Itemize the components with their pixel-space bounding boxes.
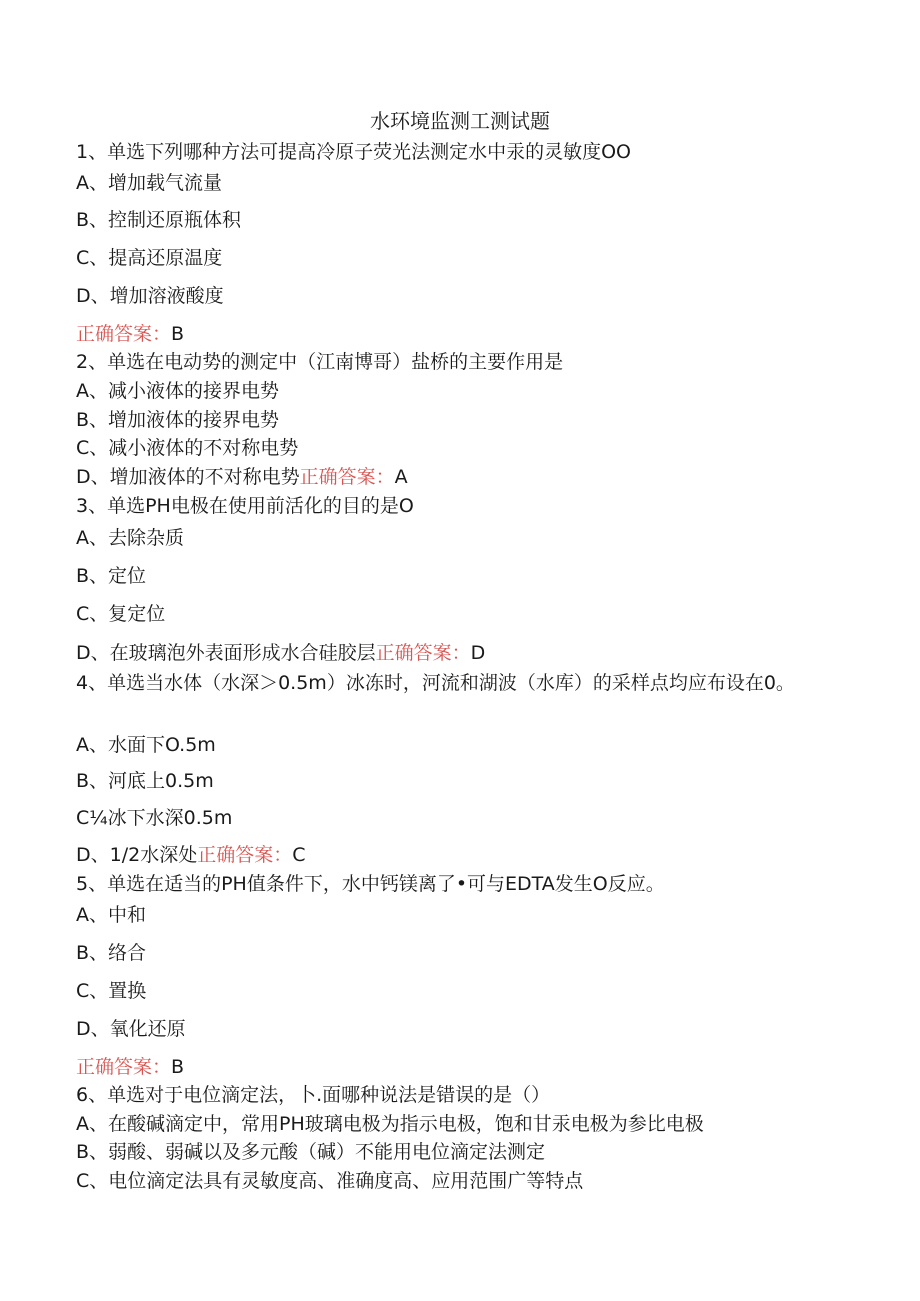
q1-option-c: C、提高还原温度 [76, 247, 223, 269]
answer-label: 正确答案： [375, 642, 471, 664]
q3-option-c: C、复定位 [76, 603, 166, 625]
answer-label: 正确答案： [197, 844, 293, 866]
q3-stem: 3、单选PH电极在使用前活化的目的是O [76, 495, 414, 517]
q4-option-b: B、河底上0.5m [76, 770, 214, 792]
q5-option-a: A、中和 [76, 904, 146, 926]
q6-stem: 6、单选对于电位滴定法，卜.面哪种说法是错误的是（） [76, 1084, 551, 1106]
q2-option-d-with-answer [76, 464, 408, 490]
q1-option-b: B、控制还原瓶体积 [76, 209, 242, 231]
q5-option-b: B、络合 [76, 942, 147, 964]
answer-label: 正确答案： [76, 323, 172, 345]
q1-option-a: A、增加载气流量 [76, 172, 222, 194]
document-title: 水环境监测工测试题 [370, 109, 550, 133]
answer-label: 正确答案： [76, 1056, 172, 1078]
q6-option-b: B、弱酸、弱碱以及多元酸（碱）不能用电位滴定法测定 [76, 1141, 546, 1163]
q4-option-c: C¼冰下水深0.5m [76, 807, 233, 829]
q5-option-c: C、置换 [76, 980, 147, 1002]
answer-value: B [171, 1056, 185, 1078]
q4-option-d: D、1/2水深处 [76, 844, 198, 866]
q1-answer [76, 321, 184, 347]
q5-stem: 5、单选在适当的PH值条件下，水中钙镁离了•可与EDTA发生O反应。 [76, 873, 665, 895]
q5-option-d: D、氧化还原 [76, 1018, 186, 1040]
answer-value: C [292, 844, 306, 866]
q1-stem: 1、单选下列哪种方法可提高冷原子荧光法测定水中汞的灵敏度OO [76, 141, 632, 163]
q1-option-d: D、增加溶液酸度 [76, 285, 224, 307]
q2-option-a: A、减小液体的接界电势 [76, 380, 279, 402]
answer-value: B [171, 323, 185, 345]
answer-label: 正确答案： [299, 466, 395, 488]
q3-option-d-with-answer [76, 640, 485, 666]
answer-value: D [470, 642, 486, 664]
answer-value: A [394, 466, 408, 488]
q3-option-d: D、在玻璃泡外表面形成水合硅胶层 [76, 642, 376, 664]
q4-option-d-with-answer [76, 842, 306, 868]
q4-option-a: A、水面下O.5m [76, 734, 216, 756]
q3-option-a: A、去除杂质 [76, 527, 184, 549]
q6-option-a: A、在酸碱滴定中，常用PH玻璃电极为指示电极，饱和甘汞电极为参比电极 [76, 1113, 704, 1135]
q6-option-c: C、电位滴定法具有灵敏度高、准确度高、应用范围广等特点 [76, 1170, 584, 1192]
q2-stem: 2、单选在电动势的测定中（江南博哥）盐桥的主要作用是 [76, 351, 564, 373]
q2-option-d: D、增加液体的不对称电势 [76, 466, 300, 488]
q4-stem: 4、单选当水体（水深＞0.5m）冰冻时，河流和湖波（水库）的采样点均应布设在0。 [76, 672, 795, 694]
q2-option-c: C、减小液体的不对称电势 [76, 437, 299, 459]
q5-answer [76, 1054, 184, 1080]
q2-option-b: B、增加液体的接界电势 [76, 409, 280, 431]
q3-option-b: B、定位 [76, 565, 147, 587]
